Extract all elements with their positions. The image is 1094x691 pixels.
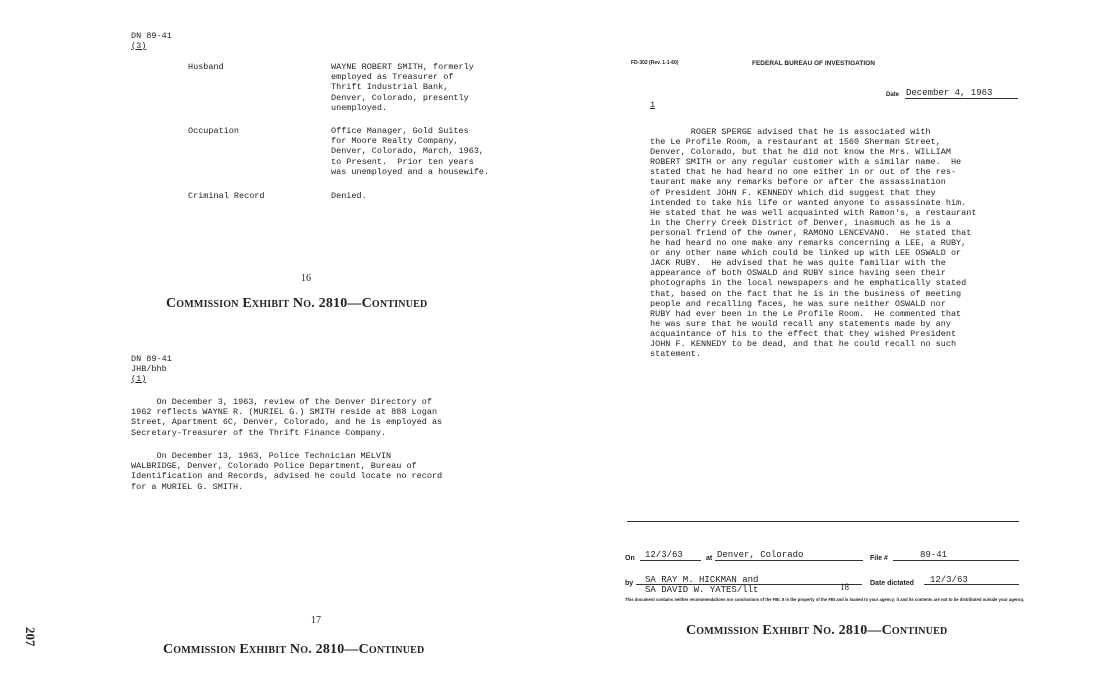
page18-date-label: Date xyxy=(886,92,900,98)
page16-ref: (3) xyxy=(131,41,147,51)
page18-disclaimer: This document contains neither recommendations nor conclusions of the FBI. It is the property of the FBI and is loaned to your agency; it and its contents are not to be distributed outside your agency. xyxy=(625,597,1025,602)
page16-page-number: 16 xyxy=(301,273,311,284)
page17-paragraph-1: On December 3, 1963, review of the Denver Directory of 1962 reflects WAYNE R. (MURIEL G.) SMITH reside at 888 Logan Street, Apartment 6C, Denver, Colorado, and he is employed as Secretary-Treasurer of the Thrift Finance Company. xyxy=(131,397,443,438)
page18-agency-title: FEDERAL BUREAU OF INVESTIGATION xyxy=(752,60,875,67)
page18-date-value: December 4, 1963 xyxy=(906,88,993,98)
page18-at-label: at xyxy=(706,555,713,562)
page18-divider xyxy=(627,521,1019,522)
page18-exhibit-caption: Commission Exhibit No. 2810—Continued xyxy=(686,623,948,638)
margin-page-number: 207 xyxy=(23,627,38,647)
page18-on-date: 12/3/63 xyxy=(645,550,683,560)
page16-label-occupation: Occupation xyxy=(188,126,240,136)
page18-body: ROGER SPERGE advised that he is associated with the Le Profile Room, a restaurant at 1560 Sherman Street, Denver, Colorado, but that he did not know the Mrs. WILLIAM ROBERT SMITH or any regular customer with a similar name. He stated that he had heard no one either in or out of the res- taurant make any remarks before or after the assassination of President JOHN F. KENNEDY which did suggest that they intended to take his life or wanted anyone to assassinate him. He stated that he was well acquainted with Ramon's, a restaurant in the Cherry Creek District of Denver, inasmuch as he is a personal friend of the owner, RAMONO LENCEVANO. He stated that he had heard no one make any remarks concerning a LEE, a RUBY, or any other name which could be linked up with LEE OSWALD or JACK RUBY. He advised that he was quite familiar with the appearance of both OSWALD and RUBY since having seen their photographs in the local newspapers and he emphatically stated that, based on the fact that he is in the business of meeting people and recalling faces, he was sure neither OSWALD nor RUBY had ever been in the Le Profile Room. He commented that he was sure that he would recall any statements made by any acquaintance of his to the effect that they wished President JOHN F. KENNEDY to be dead, and that he could recall no such statement. xyxy=(650,127,977,360)
page16-file-number: DN 89-41 xyxy=(131,31,172,41)
page17-paragraph-2: On December 13, 1963, Police Technician MELVIN WALBRIDGE, Denver, Colorado Police Department, Bureau of Identification and Records, advised he could locate no record for a MURIEL G. SMITH. xyxy=(131,451,443,492)
page18-file-number: 89-41 xyxy=(920,550,948,560)
page18-agents-line-2: SA DAVID W. YATES/llt xyxy=(645,585,759,595)
page16-value-occupation: Office Manager, Gold Suites for Moore Realty Company, Denver, Colorado, March, 1963, to Present. Prior ten years was unemployed and a housewife. xyxy=(331,126,490,177)
page18-dictated-label: Date dictated xyxy=(870,580,914,587)
page16-label-criminal-record: Criminal Record xyxy=(188,191,265,201)
page18-on-label: On xyxy=(625,555,635,562)
page17-exhibit-caption: Commission Exhibit No. 2810—Continued xyxy=(163,642,425,657)
page18-form-number: FD-302 (Rev. 1-1-60) xyxy=(631,60,679,66)
page16-value-criminal-record: Denied. xyxy=(331,191,367,201)
page18-file-label: File # xyxy=(870,555,888,562)
page18-agents-line-1: SA RAY M. HICKMAN and xyxy=(645,575,759,585)
page17-ref: (1) xyxy=(131,374,147,384)
page16-exhibit-caption: Commission Exhibit No. 2810—Continued xyxy=(166,296,428,311)
page16-label-husband: Husband xyxy=(188,62,224,72)
page17-file-number: DN 89-41 xyxy=(131,354,172,364)
page18-location: Denver, Colorado xyxy=(717,550,804,560)
page18-dictated-date: 12/3/63 xyxy=(930,575,968,585)
page17-page-number: 17 xyxy=(311,615,321,626)
page18-page-number: 18 xyxy=(840,582,849,592)
page18-ref: 1 xyxy=(650,100,656,110)
page18-by-label: by xyxy=(625,580,634,587)
page16-value-husband: WAYNE ROBERT SMITH, formerly employed as Treasurer of Thrift Industrial Bank, Denver, Colorado, presently unemployed. xyxy=(331,62,474,113)
page17-initials: JHB/bhb xyxy=(131,364,167,374)
